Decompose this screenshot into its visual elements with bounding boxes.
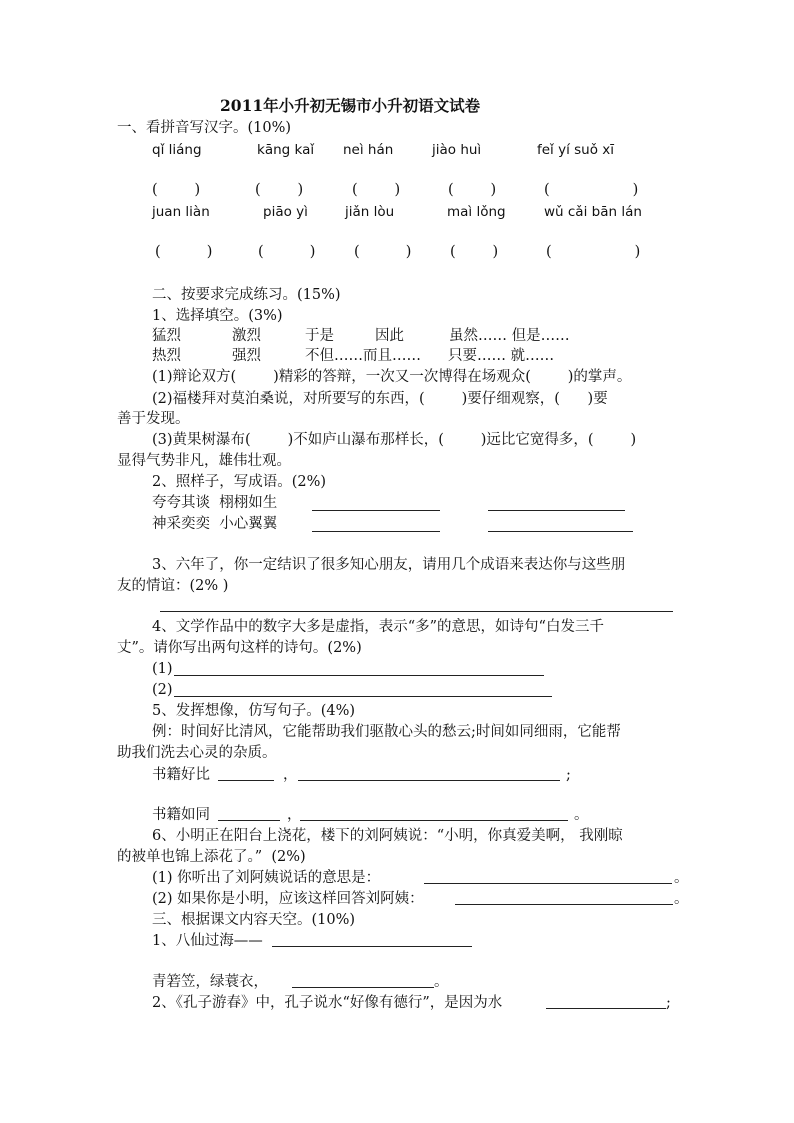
pinyin-item: juan liàn: [152, 204, 210, 220]
item-label: (2): [152, 682, 173, 698]
answer-bracket[interactable]: ( ): [354, 244, 412, 260]
answer-line[interactable]: [455, 904, 673, 905]
fill-sentence: (2)福楼拜对莫泊桑说，对所要写的东西，( )要仔细观察，( )要: [152, 391, 608, 407]
section-1-heading: 一、看拼音写汉字。(10%): [117, 120, 292, 136]
section-3-heading: 三、根据课文内容天空。(10%): [152, 912, 356, 928]
answer-line[interactable]: [272, 946, 472, 947]
answer-line[interactable]: [218, 820, 280, 821]
answer-line[interactable]: [160, 611, 673, 612]
answer-bracket[interactable]: ( ): [450, 244, 499, 260]
fill-sentence: (3)黄果树瀑布( )不如庐山瀑布那样长，( )远比它宽得多，( ): [152, 432, 637, 448]
word-option: 因此: [375, 328, 404, 344]
example-text-cont: 助我们洗去心灵的杂质。: [117, 745, 277, 761]
question-text: 3、六年了，你一定结识了很多知心朋友，请用几个成语来表达你与这些朋: [152, 557, 626, 573]
punctuation: ，: [287, 807, 302, 823]
answer-line[interactable]: [488, 510, 625, 511]
answer-bracket[interactable]: ( ): [255, 182, 304, 198]
answer-line[interactable]: [546, 1008, 666, 1009]
fill-sentence-cont: 善于发现。: [117, 411, 190, 427]
idiom-example: 夸夸其谈 栩栩如生: [152, 495, 278, 511]
fill-sentence-cont: 显得气势非凡，雄伟壮观。: [117, 453, 291, 469]
answer-bracket[interactable]: ( ): [152, 182, 201, 198]
word-option: 于是: [305, 328, 334, 344]
answer-line[interactable]: [292, 987, 434, 988]
word-option: 热烈: [152, 348, 181, 364]
word-option: 强烈: [232, 348, 261, 364]
prompt-text: 书籍如同: [152, 807, 210, 823]
punctuation: 。: [574, 807, 589, 823]
pinyin-item: kāng kaǐ: [257, 142, 315, 158]
sub-question: (2) 如果你是小明，应该这样回答刘阿姨：: [152, 891, 424, 907]
punctuation: ，: [283, 767, 298, 783]
punctuation: 。: [434, 974, 449, 990]
question-text: 1、八仙过海——: [152, 933, 263, 949]
punctuation: ;: [566, 767, 571, 783]
answer-line[interactable]: [312, 510, 440, 511]
word-option: 只要…… 就……: [448, 348, 555, 364]
question-text: 2、《孔子游春》中，孔子说水“好像有德行”，是因为水: [152, 995, 503, 1011]
question-label: 5、发挥想像，仿写句子。(4%): [152, 703, 356, 719]
example-text: 例：时间好比清风，它能帮助我们驱散心头的愁云;时间如同细雨，它能帮: [152, 724, 621, 740]
pinyin-item: jiào huì: [432, 142, 482, 158]
answer-line[interactable]: [298, 780, 560, 781]
pinyin-item: piāo yì: [263, 204, 308, 220]
answer-bracket[interactable]: ( ): [546, 244, 641, 260]
page-title: 2011年小升初无锡市小升初语文试卷: [220, 96, 481, 115]
pinyin-item: maì lǒng: [447, 204, 506, 220]
question-text-cont: 丈”。请你写出两句这样的诗句。(2%): [117, 640, 362, 656]
question-label: 2、照样子，写成语。(2%): [152, 474, 327, 490]
punctuation: 。: [674, 891, 689, 907]
pinyin-item: jiǎn lòu: [345, 204, 395, 220]
word-option: 猛烈: [152, 328, 181, 344]
answer-line[interactable]: [300, 820, 568, 821]
answer-line[interactable]: [488, 531, 633, 532]
pinyin-item: feǐ yí suǒ xī: [537, 142, 615, 158]
punctuation: ;: [666, 995, 671, 1011]
answer-line[interactable]: [424, 883, 672, 884]
answer-bracket[interactable]: ( ): [155, 244, 213, 260]
word-option: 不但……而且……: [305, 348, 421, 364]
answer-bracket[interactable]: ( ): [448, 182, 497, 198]
question-text: 青箬笠，绿蓑衣，: [152, 974, 268, 990]
answer-bracket[interactable]: ( ): [544, 182, 639, 198]
answer-line[interactable]: [174, 675, 544, 676]
idiom-example: 神采奕奕 小心翼翼: [152, 516, 278, 532]
answer-line[interactable]: [174, 696, 552, 697]
question-text-cont: 的被单也锦上添花了。” (2%): [117, 849, 306, 865]
question-text: 6、小明正在阳台上浇花，楼下的刘阿姨说：“小明，你真爱美啊， 我刚晾: [152, 828, 623, 844]
word-option: 虽然…… 但是……: [449, 328, 570, 344]
answer-bracket[interactable]: ( ): [352, 182, 401, 198]
pinyin-item: wǔ cǎi bān lán: [544, 204, 642, 220]
punctuation: 。: [674, 870, 689, 886]
question-label: 1、选择填空。(3%): [152, 308, 283, 324]
question-text-cont: 友的情谊：(2% ): [117, 578, 229, 594]
item-label: (1): [152, 661, 173, 677]
question-text: 4、文学作品中的数字大多是虚指，表示“多”的意思，如诗句“白发三千: [152, 619, 604, 635]
pinyin-item: neì hán: [343, 142, 394, 158]
answer-line[interactable]: [218, 780, 274, 781]
answer-line[interactable]: [312, 531, 440, 532]
word-option: 激烈: [232, 328, 261, 344]
pinyin-item: qǐ liáng: [152, 142, 202, 158]
section-2-heading: 二、按要求完成练习。(15%): [152, 287, 341, 303]
fill-sentence: (1)辩论双方( )精彩的答辩，一次又一次博得在场观众( )的掌声。: [152, 369, 632, 385]
answer-bracket[interactable]: ( ): [258, 244, 316, 260]
prompt-text: 书籍好比: [152, 767, 210, 783]
sub-question: (1) 你听出了刘阿姨说话的意思是：: [152, 870, 381, 886]
